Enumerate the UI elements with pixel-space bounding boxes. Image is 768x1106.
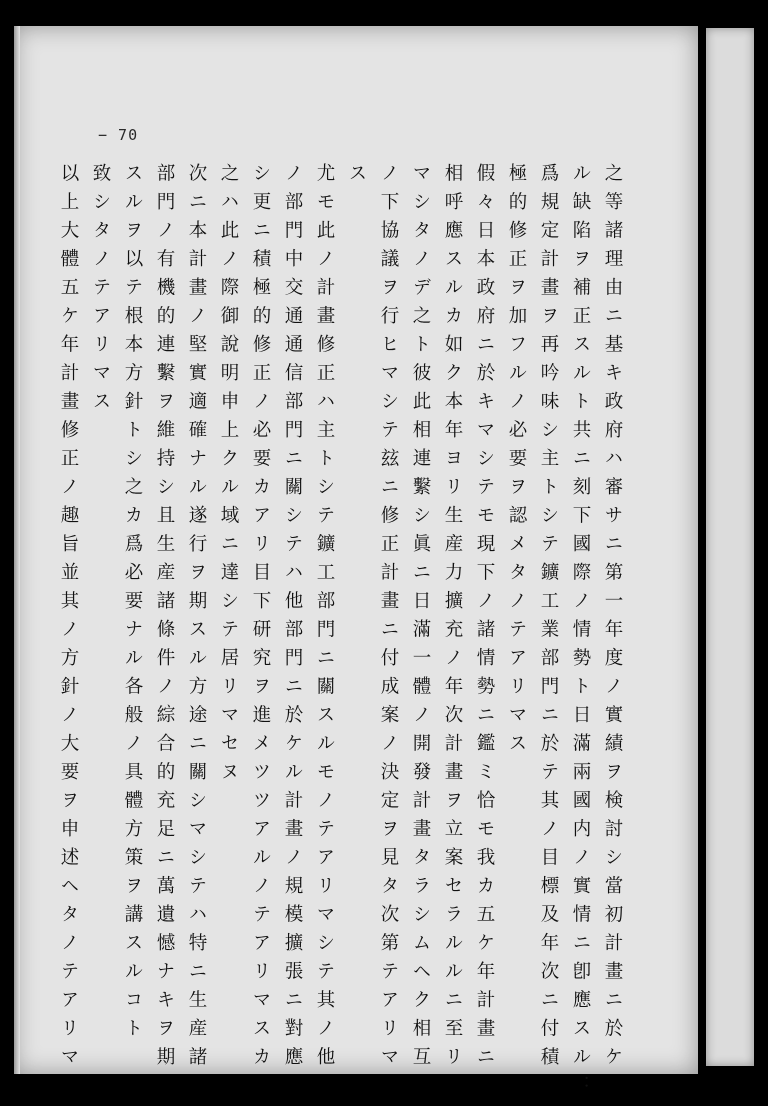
text-column-8: ノ下協議ヲ行ヒマシテ玆ニ修正計畫ニ付成案ノ決定ヲ見タ次第テアリマ bbox=[378, 163, 399, 1075]
text-column-16: スルヲ以テ根本方針トシ之カ爲必要ナル各般ノ具體方策ヲ講スルコト bbox=[122, 163, 143, 1047]
text-column-11: ノ部門中交通通信部門ニ關シテハ他部門ニ於ケル計畫ノ規模擴張ニ對應 bbox=[282, 163, 303, 1075]
text-column-12: シ更ニ積極的修正ノ必要カアリ目下研究ヲ進メツツアルノテアリマスカ bbox=[250, 163, 271, 1075]
text-column-2: ル缺陷ヲ補正スルト共ニ刻下國際ノ情勢ト日滿兩國内ノ實情ニ卽應スル： bbox=[570, 163, 591, 1104]
text-column-4: 極的修正ヲ加フルノ必要ヲ認メタノテアリマス bbox=[506, 163, 527, 762]
text-column-7: マシタノデ之ト彼此相連繫シ眞ニ日滿一體ノ開發計畫タラシムヘク相互 bbox=[410, 163, 431, 1075]
text-column-13: 之ハ此ノ際御說明申上クル域ニ達シテ居リマセヌ bbox=[218, 163, 239, 790]
text-column-18: 以上大體五ケ年計畫修正ノ趣旨並其ノ方針ノ大要ヲ申述ヘタノテアリマ bbox=[58, 163, 79, 1075]
adjacent-page-edge bbox=[706, 28, 754, 1066]
page-number: − 70 bbox=[98, 126, 139, 144]
text-column-6: 相呼應スルカ如ク本年ヨリ生産力擴充ノ年次計畫ヲ立案セラルルニ至リ bbox=[442, 163, 463, 1075]
text-column-10: 尤モ此ノ計畫修正ハ主トシテ鑛工部門ニ關スルモノテアリマシテ其ノ他 bbox=[314, 163, 335, 1075]
text-column-9: ス bbox=[346, 163, 367, 192]
text-column-17: 致シタノテアリマス bbox=[90, 163, 111, 420]
text-column-14: 次ニ本計畫ノ堅實適確ナル遂行ヲ期スル方途ニ關シマシテハ特ニ生産諸 bbox=[186, 163, 207, 1075]
text-column-5: 假々日本政府ニ於キマシテモ現下ノ諸情勢ニ鑑ミ恰モ我カ五ケ年計畫ニ bbox=[474, 163, 495, 1075]
text-column-15: 部門ノ有機的連繫ヲ維持シ且生産諸條件ノ綜合的充足ニ萬遺憾ナキヲ期 bbox=[154, 163, 175, 1075]
text-column-3: 爲規定計畫ヲ再吟味シ主トシテ鑛工業部門ニ於テ其ノ目標及年次ニ付積 bbox=[538, 163, 559, 1075]
text-column-1: 之等諸理由ニ基キ政府ハ審サニ第一年度ノ實績ヲ検討シ當初計畫ニ於ケ bbox=[602, 163, 623, 1075]
